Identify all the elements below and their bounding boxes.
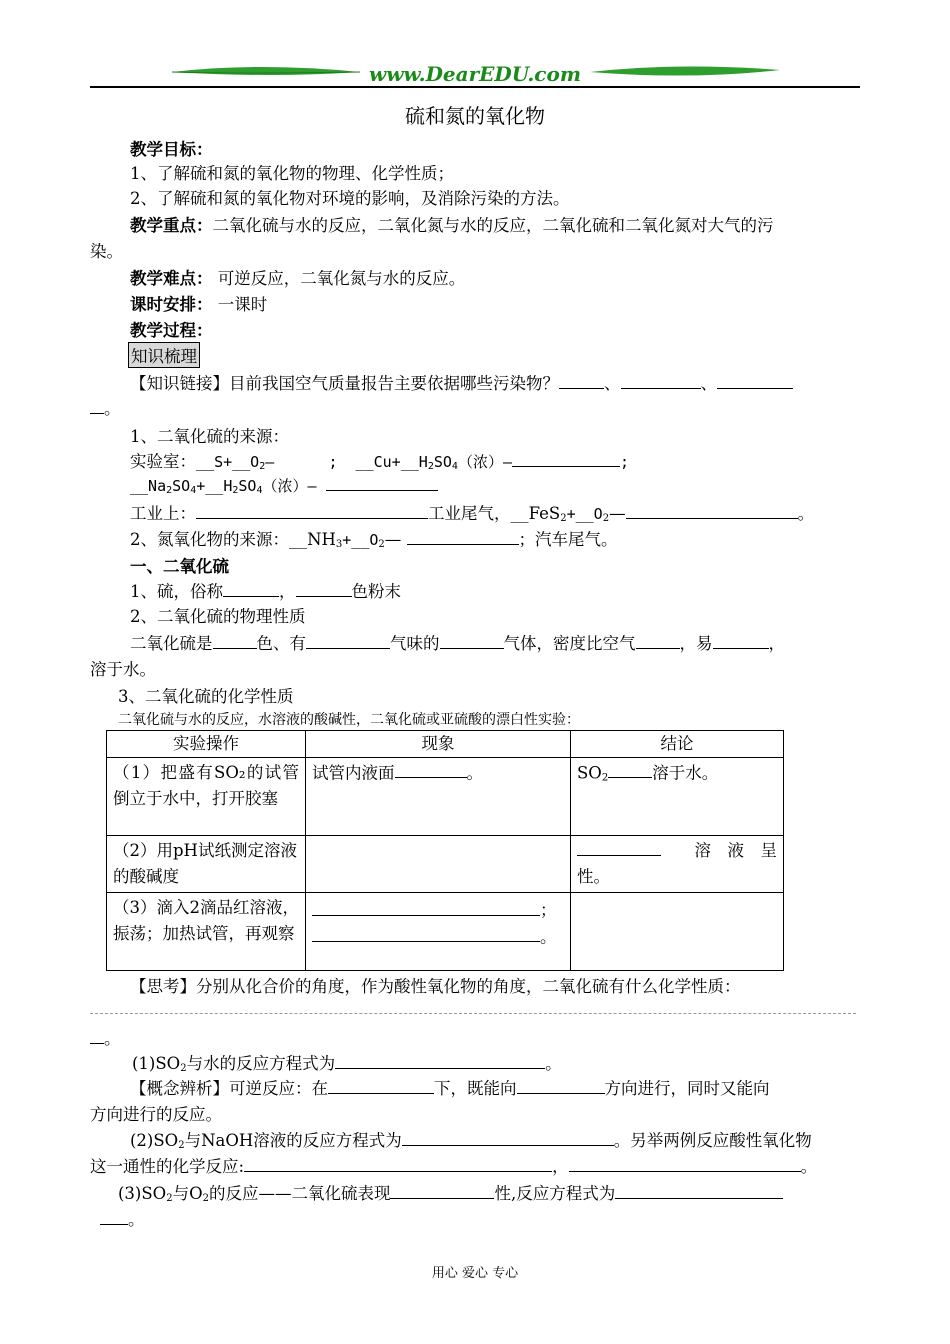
think: 【思考】分别从化合价的角度，作为酸性氧化物的角度，二氧化硫有什么化学性质： — [130, 977, 741, 996]
blank[interactable] — [90, 1026, 104, 1044]
blank[interactable] — [636, 631, 680, 649]
q2-c: 。另举两例反应酸性氧化物 — [613, 1131, 812, 1150]
blank[interactable] — [626, 501, 798, 519]
blank[interactable] — [440, 631, 504, 649]
p1: 二氧化硫是 — [130, 634, 213, 653]
nox-source: 2、氮氧化物的来源：$\_\_NH_3+\_\_O_2—$ ；汽车尾气。 — [130, 526, 618, 550]
q2-b: 与NaOH溶液的反应方程式为 — [184, 1131, 402, 1150]
q2-d: 这一通性的化学反应: — [90, 1157, 245, 1176]
table-row — [107, 836, 784, 893]
lab-eq1: S+__O — [214, 453, 260, 471]
blank[interactable] — [717, 371, 793, 389]
q1-a: (1)SO — [132, 1054, 181, 1073]
conc: （浓） — [262, 476, 308, 495]
row1-operation: （1）把盛有SO₂的试管倒立于水中，打开胶塞 — [107, 758, 306, 836]
row2-conclusion — [571, 836, 784, 893]
chemical-heading: 3、二氧化硫的化学性质 — [118, 687, 294, 706]
process-label: 教学过程： — [130, 321, 213, 340]
row1-conclusion: $SO_2$ 溶于水。 — [571, 758, 784, 836]
key-points-label: 教学重点： — [130, 216, 213, 235]
header-rule — [90, 86, 860, 88]
concept-c: 方向进行，同时又能向 — [604, 1079, 770, 1098]
conc: （浓） — [457, 453, 503, 471]
sulfur-text2: 色粉末 — [351, 582, 401, 601]
header-phenomenon: 现象 — [306, 731, 571, 758]
concept-a: 【概念辨析】可逆反应：在 — [130, 1079, 328, 1098]
sulfur-line — [130, 578, 401, 602]
blank[interactable] — [335, 1051, 545, 1069]
difficulty — [130, 265, 465, 289]
sep: ， — [552, 1157, 569, 1176]
concept-b: 下，既能向 — [434, 1079, 517, 1098]
period: 。 — [466, 763, 483, 783]
concept-cont: 方向进行的反应。 — [90, 1105, 222, 1124]
blank[interactable] — [402, 1128, 614, 1146]
blank[interactable] — [407, 527, 519, 545]
sep: 、 — [604, 374, 621, 393]
blank[interactable] — [517, 1076, 605, 1094]
table-row — [107, 758, 784, 836]
chemical-intro: 二氧化硫与水的反应，水溶液的酸碱性，二氧化硫或亚硫酸的漂白性实验： — [118, 712, 580, 728]
period: 。 — [545, 1054, 562, 1073]
q3-c: 的反应——二氧化硫表现 — [208, 1184, 391, 1203]
experiment-table — [106, 730, 784, 971]
section-box: 知识梳理 — [128, 342, 200, 368]
row3-conclusion — [571, 893, 784, 971]
blank[interactable] — [100, 1207, 128, 1225]
p2: 色、有 — [256, 634, 306, 653]
question-3-cont — [100, 1206, 145, 1230]
blank[interactable] — [512, 450, 620, 467]
row3-operation: （3）滴入2滴品红溶液，振荡；加热试管，再观察 — [107, 893, 306, 971]
blank[interactable] — [328, 1076, 434, 1094]
q1-b: 与水的反应方程式为 — [186, 1054, 336, 1073]
industry-label: 工业上： — [130, 504, 196, 523]
blank[interactable] — [306, 631, 390, 649]
so2-lab-2: $\_\_Na_2SO_4+\_\_H_2SO_4$（浓）— — [130, 474, 438, 496]
objective-1: 1、了解硫和氮的氧化物的物理、化学性质； — [130, 164, 454, 183]
blank[interactable] — [615, 1181, 783, 1199]
physical-line-2: 溶于水。 — [90, 660, 156, 679]
question-2: $(2)SO_2$与NaOH溶液的反应方程式为 。另举两例反应酸性氧化物 — [130, 1127, 812, 1151]
blank[interactable] — [213, 631, 257, 649]
period: 。 — [540, 926, 557, 946]
blank[interactable] — [196, 501, 428, 519]
page-title: 硫和氮的氧化物 — [405, 104, 545, 128]
schedule — [130, 291, 267, 315]
nox-tail: ；汽车尾气。 — [518, 530, 618, 549]
r1-ph-text: 试管内液面 — [312, 763, 395, 783]
blank[interactable] — [223, 579, 279, 597]
row3-phenomenon — [306, 893, 571, 971]
row1-phenomenon — [306, 758, 571, 836]
physical-line — [130, 630, 785, 654]
key-points-cont: 染。 — [90, 242, 123, 261]
blank[interactable] — [326, 474, 438, 491]
row2-phenomenon — [306, 836, 571, 893]
blank[interactable] — [296, 579, 352, 597]
blank[interactable] — [312, 924, 540, 942]
blank[interactable] — [312, 897, 540, 915]
blank[interactable] — [577, 838, 661, 856]
q3-a: (3)SO — [118, 1184, 167, 1203]
lab-label: 实验室： — [130, 452, 196, 471]
lab-eq2: Cu+__H — [373, 453, 428, 471]
difficulty-label: 教学难点： — [130, 269, 213, 288]
objective-2: 2、了解硫和氮的氧化物对环境的影响，及消除污染的方法。 — [130, 189, 570, 208]
sep: ， — [279, 582, 296, 601]
p6: ， — [768, 634, 785, 653]
table-header-row — [107, 731, 784, 758]
schedule-text: 一课时 — [217, 295, 268, 314]
objectives-label: 教学目标： — [130, 140, 213, 159]
header-operation: 实验操作 — [107, 731, 306, 758]
r2-co2: 性。 — [577, 867, 610, 887]
sep: 、 — [700, 374, 717, 393]
r1-co-text: 溶于水。 — [652, 763, 719, 783]
sulfur-text1: 1、硫，俗称 — [130, 582, 223, 601]
r2-co-text: 溶 液 呈 — [694, 841, 777, 860]
think-end — [90, 1025, 121, 1049]
p3: 气味的 — [390, 634, 440, 653]
knowledge-link — [130, 370, 793, 394]
q3-d: 性,反应方程式为 — [494, 1184, 616, 1203]
nox-heading: 2、氮氧化物的来源： — [130, 530, 289, 549]
nh3: NH — [307, 530, 336, 549]
semi: ； — [540, 900, 557, 920]
question-2-cont — [90, 1153, 817, 1177]
so2-lab: 实验室：$\_\_S+\_\_O_2—$ ; $\_\_Cu+\_\_H_2SO_4$（浓）— ; — [130, 452, 630, 472]
blank[interactable] — [90, 396, 104, 414]
question-3: $(3)SO_2$与$O_2$的反应——二氧化硫表现 性,反应方程式为 — [118, 1180, 783, 1204]
logo-swoosh-left — [172, 67, 360, 75]
blank[interactable] — [244, 1154, 552, 1172]
q3-b: 与O — [172, 1184, 203, 1203]
physical-heading: 2、二氧化硫的物理性质 — [130, 607, 306, 626]
concept — [130, 1075, 770, 1099]
p4: 气体，密度比空气 — [503, 634, 636, 653]
key-points — [130, 212, 774, 236]
difficulty-text: 可逆反应，二氧化氮与水的反应。 — [217, 269, 466, 288]
schedule-label: 课时安排： — [130, 295, 213, 314]
industry-mid: 工业尾气， — [428, 504, 511, 523]
so2-text: SO — [577, 763, 602, 783]
period: 。 — [800, 1157, 818, 1176]
period: 。 — [128, 1210, 145, 1229]
period: 。 — [104, 1029, 121, 1048]
header-conclusion: 结论 — [571, 731, 784, 758]
so2-industry: 工业上： 工业尾气，$\_\_FeS_2+\_\_O_2—$ 。 — [130, 500, 814, 524]
blank[interactable] — [390, 1181, 494, 1199]
logo-text: www.DearEDU.com — [368, 62, 582, 86]
period: 。 — [797, 504, 815, 523]
knowledge-link-text: 【知识链接】目前我国空气质量报告主要依据哪些污染物？ — [130, 374, 559, 393]
question-1: $(1)SO_2$与水的反应方程式为 。 — [132, 1050, 562, 1074]
q2-a: (2)SO — [130, 1131, 179, 1150]
blank[interactable] — [395, 760, 467, 778]
row2-operation: （2）用pH试纸测定溶液的酸碱度 — [107, 836, 306, 893]
blank[interactable] — [569, 1154, 801, 1172]
blank[interactable] — [621, 371, 701, 389]
knowledge-link-cont — [90, 395, 121, 419]
blank[interactable] — [559, 371, 604, 389]
so2-source-heading: 1、二氧化硫的来源： — [130, 427, 289, 446]
footer: 用心 爱心 专心 — [431, 1266, 519, 1281]
logo-swoosh-right — [590, 66, 780, 75]
think-answer-line[interactable] — [90, 1013, 856, 1014]
period: 。 — [104, 399, 121, 418]
blank[interactable] — [713, 631, 769, 649]
table-row — [107, 893, 784, 971]
key-points-text: 二氧化硫与水的反应，二氧化氮与水的反应，二氧化硫和二氧化氮对大气的污 — [212, 216, 774, 235]
blank[interactable] — [608, 760, 652, 778]
fes2: FeS — [528, 504, 561, 523]
section-1-heading: 一、二氧化硫 — [130, 557, 229, 576]
p5: ，易 — [679, 634, 713, 653]
